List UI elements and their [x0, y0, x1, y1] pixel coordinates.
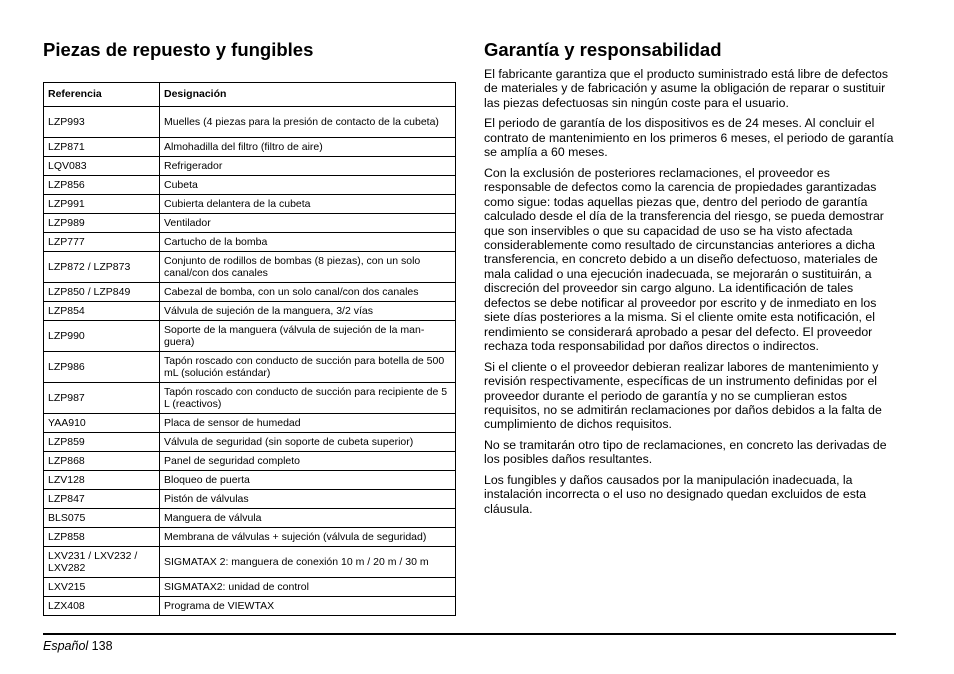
cell-designation: Membrana de válvulas + sujeción (válvula de seguridad)	[160, 528, 456, 547]
cell-designation: Cabezal de bomba, con un solo canal/con dos canales	[160, 283, 456, 302]
cell-reference: LZP987	[44, 383, 160, 414]
warranty-section	[484, 38, 896, 522]
table-row	[44, 302, 456, 321]
table-row	[44, 321, 456, 352]
cell-reference: LZP989	[44, 214, 160, 233]
spare-parts-table	[43, 82, 456, 616]
cell-designation: Almohadilla del filtro (filtro de aire)	[160, 138, 456, 157]
cell-reference: BLS075	[44, 509, 160, 528]
spare-parts-title: Piezas de repuesto y fungibles	[43, 39, 314, 60]
warranty-title: Garantía y responsabilidad	[484, 39, 722, 60]
cell-reference: LZV128	[44, 471, 160, 490]
cell-reference: LZP871	[44, 138, 160, 157]
cell-designation: Conjunto de rodillos de bombas (8 piezas), con un solo canal/con dos canales	[160, 252, 456, 283]
table-row	[44, 547, 456, 578]
cell-designation: Bloqueo de puerta	[160, 471, 456, 490]
cell-reference: LZP859	[44, 433, 160, 452]
cell-reference: LZX408	[44, 597, 160, 616]
table-row	[44, 352, 456, 383]
table-row	[44, 233, 456, 252]
cell-designation: Ventilador	[160, 214, 456, 233]
table-row	[44, 195, 456, 214]
cell-reference: LXV215	[44, 578, 160, 597]
cell-designation: Refrigerador	[160, 157, 456, 176]
cell-designation: Cubierta delantera de la cubeta	[160, 195, 456, 214]
table-row	[44, 471, 456, 490]
table-row	[44, 509, 456, 528]
cell-designation: Tapón roscado con conducto de succión para botella de 500 mL (solución estándar)	[160, 352, 456, 383]
cell-designation: Placa de sensor de humedad	[160, 414, 456, 433]
table-row	[44, 414, 456, 433]
table-row	[44, 528, 456, 547]
table-row	[44, 138, 456, 157]
table-row	[44, 433, 456, 452]
cell-designation: Válvula de seguridad (sin soporte de cubeta superior)	[160, 433, 456, 452]
cell-reference: LQV083	[44, 157, 160, 176]
cell-designation: Pistón de válvulas	[160, 490, 456, 509]
cell-designation: SIGMATAX 2: manguera de conexión 10 m / 20 m / 30 m	[160, 547, 456, 578]
table-row	[44, 452, 456, 471]
cell-reference: YAA910	[44, 414, 160, 433]
cell-reference: LZP854	[44, 302, 160, 321]
cell-reference: LZP858	[44, 528, 160, 547]
cell-reference: LZP868	[44, 452, 160, 471]
cell-reference: LZP990	[44, 321, 160, 352]
table-row	[44, 383, 456, 414]
cell-reference: LZP993	[44, 107, 160, 138]
cell-reference: LXV231 / LXV232 / LXV282	[44, 547, 160, 578]
warranty-paragraph: El periodo de garantía de los dispositivos es de 24 meses. Al concluir el contrato de mantenimiento en los primeros 6 meses, el periodo de garantía se amplía a 60 meses.	[484, 116, 894, 160]
cell-reference: LZP777	[44, 233, 160, 252]
cell-designation: Tapón roscado con conducto de succión para recipiente de 5 L (reactivos)	[160, 383, 456, 414]
cell-designation: Muelles (4 piezas para la presión de contacto de la cubeta)	[160, 107, 456, 138]
cell-designation: SIGMATAX2: unidad de control	[160, 578, 456, 597]
cell-designation: Manguera de válvula	[160, 509, 456, 528]
table-row	[44, 157, 456, 176]
table-body	[44, 107, 456, 616]
cell-reference: LZP872 / LZP873	[44, 252, 160, 283]
table-row	[44, 283, 456, 302]
cell-reference: LZP856	[44, 176, 160, 195]
warranty-paragraph: Los fungibles y daños causados por la manipulación inadecuada, la instalación incorrecta o el uso no designado quedan excluidos de esta cláusula.	[484, 472, 867, 516]
footer-page-number: 138	[91, 639, 113, 653]
warranty-paragraph: Con la exclusión de posteriores reclamaciones, el proveedor es responsable de defectos como la carencia de propiedades garantizadas como sigue: todas aquellas piezas que, dentro del periodo de garantía calculado desde el día de la transferencia del riesgo, se pueda demostrar que son inservibles o que su capacidad de uso se ha visto afectada considerablemente como resultado de circunstancias anteriores a dicha transferencia, en concreto debido a un diseño defectuoso, materiales de mala calidad o una ejecución inadecuada, se mejorarán o sustituirán, a discreción del proveedor sin cargo alguno. La identificación de tales defectos se debe notificar al proveedor por escrito y de inmediato en los siete días posteriores a la misma. Si el cliente omite esta notificación, el rendimiento se considerará aprobado a pesar del defecto. El proveedor rechaza toda responsabilidad por daños directos o indirectos.	[484, 165, 884, 354]
table-row	[44, 252, 456, 283]
table-row	[44, 597, 456, 616]
cell-designation: Panel de seguridad completo	[160, 452, 456, 471]
cell-designation: Soporte de la manguera (válvula de sujeción de la man-guera)	[160, 321, 456, 352]
cell-designation: Válvula de sujeción de la manguera, 3/2 vías	[160, 302, 456, 321]
table-row	[44, 107, 456, 138]
table-row	[44, 214, 456, 233]
footer-divider	[43, 633, 896, 635]
table-row	[44, 578, 456, 597]
table-header-row	[44, 83, 456, 107]
warranty-paragraph: No se tramitarán otro tipo de reclamaciones, en concreto las derivadas de los posibles daños resultantes.	[484, 437, 887, 467]
footer-language: Español	[43, 639, 89, 653]
table-row	[44, 490, 456, 509]
warranty-paragraph: Si el cliente o el proveedor debieran realizar labores de mantenimiento y revisión respectivamente, específicas de un instrumento definidas por el proveedor durante el periodo de garantía y no se cumplieran estos requisitos, no se admitirán reclamaciones por daños debidos a la falta de cumplimiento de dichos requisitos.	[484, 359, 882, 432]
warranty-text	[484, 67, 896, 516]
cell-designation: Cubeta	[160, 176, 456, 195]
cell-reference: LZP850 / LZP849	[44, 283, 160, 302]
cell-reference: LZP986	[44, 352, 160, 383]
header-reference: Referencia	[44, 83, 160, 107]
table-row	[44, 176, 456, 195]
cell-designation: Cartucho de la bomba	[160, 233, 456, 252]
cell-designation: Programa de VIEWTAX	[160, 597, 456, 616]
page-footer	[43, 639, 113, 654]
header-designation: Designación	[160, 83, 456, 107]
spare-parts-section	[43, 38, 455, 612]
warranty-paragraph: El fabricante garantiza que el producto suministrado está libre de defectos de materiales y de fabricación y asume la obligación de reparar o sustituir las piezas defectuosas sin ningún coste para el usuario.	[484, 67, 888, 110]
cell-reference: LZP847	[44, 490, 160, 509]
cell-reference: LZP991	[44, 195, 160, 214]
